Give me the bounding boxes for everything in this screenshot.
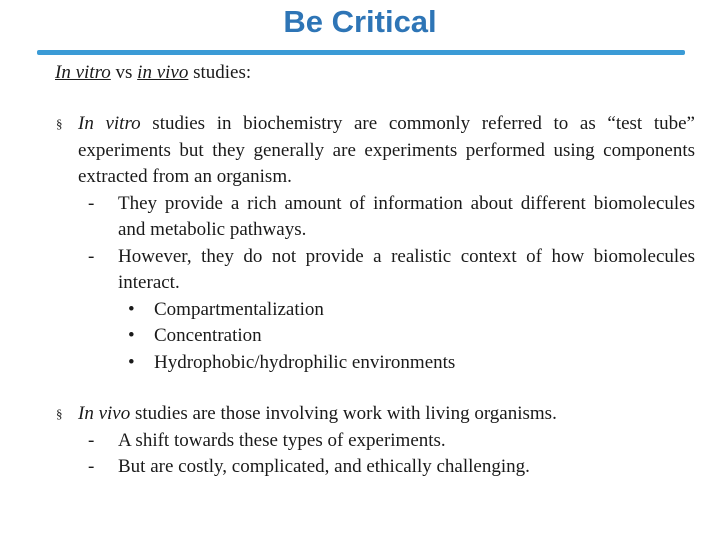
- in-vivo-paragraph: [78, 401, 695, 428]
- in-vivo-sub-text: A shift towards these types of experiments.: [118, 429, 446, 451]
- square-bullet-icon: §: [56, 116, 63, 131]
- square-bullet-icon: §: [56, 406, 63, 421]
- dot-bullet-icon: •: [128, 325, 135, 346]
- context-list-text: Concentration: [154, 325, 262, 346]
- in-vivo-text: studies are those involving work with living organisms.: [130, 403, 557, 424]
- in-vitro-sub-item: [78, 244, 695, 297]
- subtitle-in-vivo: in vivo: [137, 62, 189, 83]
- in-vivo-sub-text: But are costly, complicated, and ethically challenging.: [118, 456, 530, 477]
- in-vivo-term: In vivo: [78, 403, 131, 424]
- in-vivo-section: [56, 401, 695, 481]
- context-list-text: Compartmentalization: [154, 298, 324, 320]
- in-vitro-sub-text: They provide a rich amount of information about different biomolecules and metabolic pathways.: [118, 192, 695, 240]
- context-list-item: [78, 350, 695, 377]
- title-underline-divider: [37, 50, 685, 55]
- in-vitro-paragraph: [78, 111, 695, 191]
- dash-bullet-icon: -: [88, 245, 95, 267]
- dot-bullet-icon: •: [128, 351, 135, 373]
- context-list-text: Hydrophobic/hydrophilic environments: [154, 351, 456, 373]
- in-vitro-bullet: [56, 111, 695, 191]
- in-vitro-sub-text: However, they do not provide a realistic context of how biomolecules interact.: [118, 245, 695, 293]
- slide-subtitle: [55, 61, 251, 85]
- in-vitro-text: studies in biochemistry are commonly referred to as “test tube” experiments but they generally are experiments performed using components extracted from an organism.: [78, 113, 695, 187]
- dash-bullet-icon: -: [88, 192, 95, 214]
- in-vivo-sub-item: [78, 454, 695, 481]
- slide-title: Be Critical: [283, 4, 437, 39]
- dash-bullet-icon: -: [88, 429, 95, 451]
- context-list-item: [78, 297, 695, 324]
- in-vivo-bullet: [56, 401, 695, 428]
- dash-bullet-icon: -: [88, 456, 95, 477]
- subtitle-in-vitro: In vitro: [55, 62, 111, 83]
- in-vitro-term: In vitro: [78, 113, 141, 134]
- context-list-item: [78, 323, 695, 350]
- subtitle-studies: studies:: [188, 62, 252, 83]
- dot-bullet-icon: •: [128, 298, 135, 320]
- in-vitro-sub-item: [78, 191, 695, 244]
- subtitle-vs: vs: [110, 62, 138, 83]
- in-vivo-sub-item: [78, 428, 695, 455]
- in-vitro-section: [56, 111, 695, 376]
